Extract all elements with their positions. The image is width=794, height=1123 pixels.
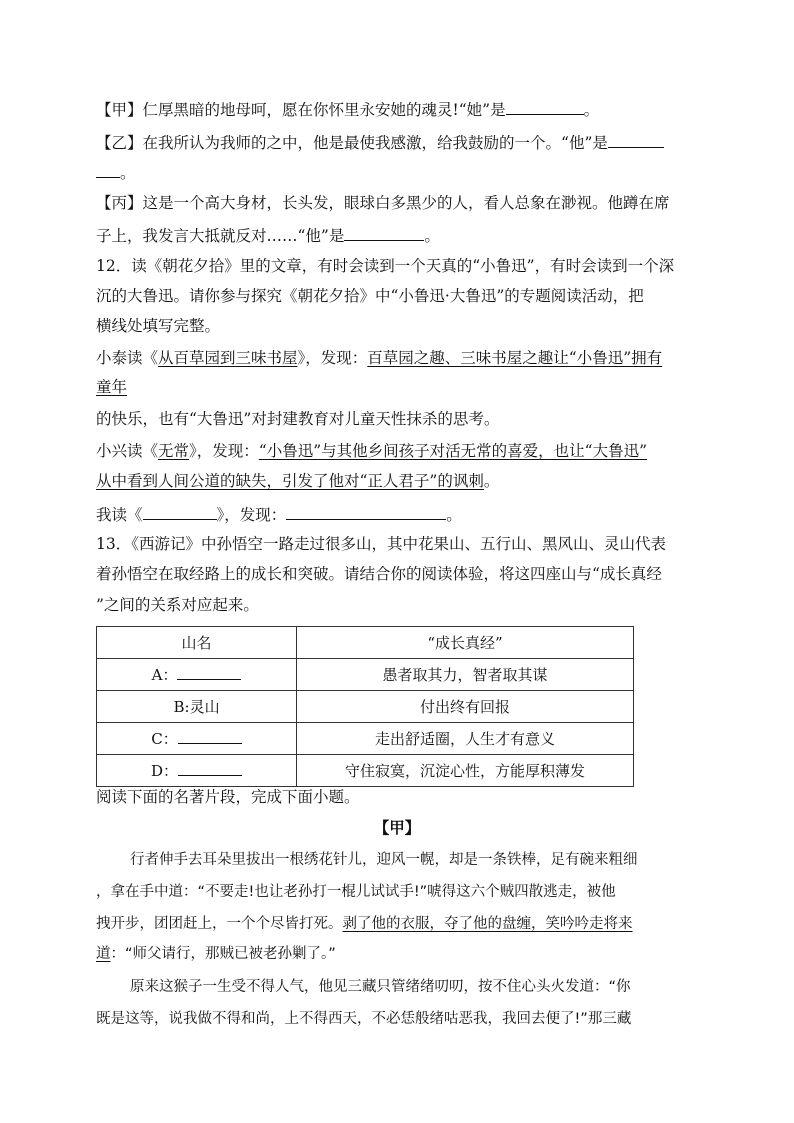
xiaoxing-finding: “小鲁迅”与其他乡间孩子对活无常的喜爱，也让“大鲁迅” xyxy=(258,442,647,460)
mountain-label: B:灵山 xyxy=(173,698,220,716)
table-row xyxy=(97,659,634,691)
mountain-blank-c[interactable] xyxy=(178,729,242,744)
xiaotai-finding: 百草园之趣、三味书屋之趣让“小鲁迅”拥有 xyxy=(367,349,663,367)
passage-underlined-text: 剥了他的衣服，夺了他的盘缠，笑吟吟走将来 xyxy=(342,916,633,932)
mountain-growth-table xyxy=(96,626,634,787)
question-13-line2: 着孙悟空在取经路上的成长和突破。请结合你的阅读体验，将这四座山与“成长真经 xyxy=(96,565,662,583)
my-book-blank[interactable] xyxy=(143,503,217,520)
my-finding-blank[interactable] xyxy=(286,503,446,520)
reading-instruction: 阅读下面的名著片段，完成下面小题。 xyxy=(96,788,360,806)
mountain-cell xyxy=(97,723,297,755)
answer-blank-yi-cont[interactable] xyxy=(96,161,120,178)
question-12-line3: 横线处填写完整。 xyxy=(96,317,221,335)
xiaoxing-finding-cont: 从中看到人间公道的缺失，引发了他对“正人君子”的讽刺 xyxy=(96,472,484,490)
question-bing-line2: 子上，我发言大抵就反对……“他”是 xyxy=(96,227,345,245)
mountain-label: D： xyxy=(151,762,179,780)
passage-p2-line1: 原来这猴子一生受不得人气，他见三藏只管绪绪叨叨，按不住心头火发道：“你 xyxy=(130,979,631,995)
punctuation: 。 xyxy=(446,506,462,524)
question-yi xyxy=(96,131,664,153)
xiaotai-prefix: 小泰读《 xyxy=(96,349,159,367)
xiaoxing-prefix: 小兴读《 xyxy=(96,442,159,460)
question-bing-line1: 这是一个高大身材，长头发，眼球白多黑少的人，看人总象在渺视。他蹲在席 xyxy=(142,194,670,212)
passage-underlined-text: 道 xyxy=(96,946,111,962)
my-reading-mid: 》，发现： xyxy=(216,506,287,524)
label-bing: 【丙】 xyxy=(96,194,143,212)
table-row xyxy=(97,755,634,787)
question-13-line1: 13．《西游记》中孙悟空一路走过很多山，其中花果山、五行山、黑风山、灵山代表 xyxy=(96,535,666,553)
passage-p1-line3 xyxy=(96,914,633,934)
question-bing-cont xyxy=(96,224,440,246)
punctuation: 。 xyxy=(483,472,500,490)
passage-text: 拽开步，团团赶上，一个个尽皆打死。 xyxy=(96,916,343,932)
my-reading-entry xyxy=(96,503,462,525)
xiaotai-book: 从百草园到三味书屋 xyxy=(158,349,298,367)
mountain-cell xyxy=(97,755,297,787)
question-yi-text: 在我所认为我师的之中，他是最使我感激，给我鼓励的一个。“他”是 xyxy=(142,134,608,152)
xiaoxing-entry-line2 xyxy=(96,471,499,491)
passage-p2-line2: 既是这等，说我做不得和尚，上不得西天，不必恁般绪咕恶我，我回去便了!”那三藏 xyxy=(96,1011,632,1027)
mountain-cell xyxy=(97,691,297,723)
mountain-blank-a[interactable] xyxy=(177,665,241,680)
label-jia: 【甲】 xyxy=(96,101,143,119)
mountain-label: A： xyxy=(151,666,178,684)
punctuation: 。 xyxy=(424,227,440,245)
table-row xyxy=(97,723,634,755)
question-12-line1: 12．读《朝花夕拾》里的文章，有时会读到一个天真的“小鲁迅”，有时会读到一个深 xyxy=(96,257,675,275)
mountain-cell xyxy=(97,659,297,691)
header-growth-truth: “成长真经” xyxy=(297,627,634,659)
passage-p1-line1: 行者伸手去耳朵里拔出一根绣花针儿，迎风一幌，却是一条铁棒，足有碗来粗细 xyxy=(130,852,638,868)
answer-blank-bing[interactable] xyxy=(344,224,424,241)
truth-cell: 付出终有回报 xyxy=(297,691,634,723)
punctuation: 。 xyxy=(120,164,136,182)
label-yi: 【乙】 xyxy=(96,134,143,152)
xiaotai-finding-cont: 童年 xyxy=(96,378,128,396)
answer-blank-jia[interactable] xyxy=(506,98,584,115)
passage-p1-line2: ，拿在手中道：“不要走!也让老孙打一棍儿试试手!”唬得这六个贼四散逃走，被他 xyxy=(96,884,616,900)
question-yi-cont xyxy=(96,161,136,183)
truth-cell: 守住寂寞，沉淀心性，方能厚积薄发 xyxy=(297,755,634,787)
passage-title: 【甲】 xyxy=(373,818,421,837)
answer-blank-yi[interactable] xyxy=(608,131,664,148)
header-mountain: 山名 xyxy=(97,627,297,659)
passage-p1-line4 xyxy=(96,944,336,964)
xiaotai-entry-line3: 的快乐，也有“大鲁迅”对封建教育对儿童天性抹杀的思考。 xyxy=(96,410,500,428)
punctuation: 。 xyxy=(583,101,600,119)
xiaotai-entry-line2 xyxy=(96,377,127,397)
xiaotai-entry xyxy=(96,348,662,368)
passage-text: ：“师父请行，那贼已被老孙剿了。” xyxy=(110,946,336,962)
question-12-line2: 沉的大鲁迅。请你参与探究《朝花夕拾》中“小鲁迅·大鲁迅”的专题阅读活动，把 xyxy=(96,287,644,305)
question-jia-text: 仁厚黑暗的地母呵，愿在你怀里永安她的魂灵!“她”是 xyxy=(142,101,506,119)
truth-cell: 走出舒适圈，人生才有意义 xyxy=(297,723,634,755)
table-row xyxy=(97,691,634,723)
xiaoxing-entry xyxy=(96,441,647,461)
table-header-row xyxy=(97,627,634,659)
mountain-label: C： xyxy=(151,730,178,748)
question-bing xyxy=(96,193,670,213)
xiaoxing-book: 无常 xyxy=(158,442,190,460)
question-jia xyxy=(96,98,599,120)
xiaotai-mid: 》，发现： xyxy=(297,349,368,367)
truth-cell: 愚者取其力，智者取其谋 xyxy=(297,659,634,691)
mountain-blank-d[interactable] xyxy=(178,761,242,776)
my-reading-prefix: 我读《 xyxy=(96,506,143,524)
xiaoxing-mid: 》，发现： xyxy=(189,442,259,460)
question-13-line3: ”之间的关系对应起来。 xyxy=(96,596,259,614)
